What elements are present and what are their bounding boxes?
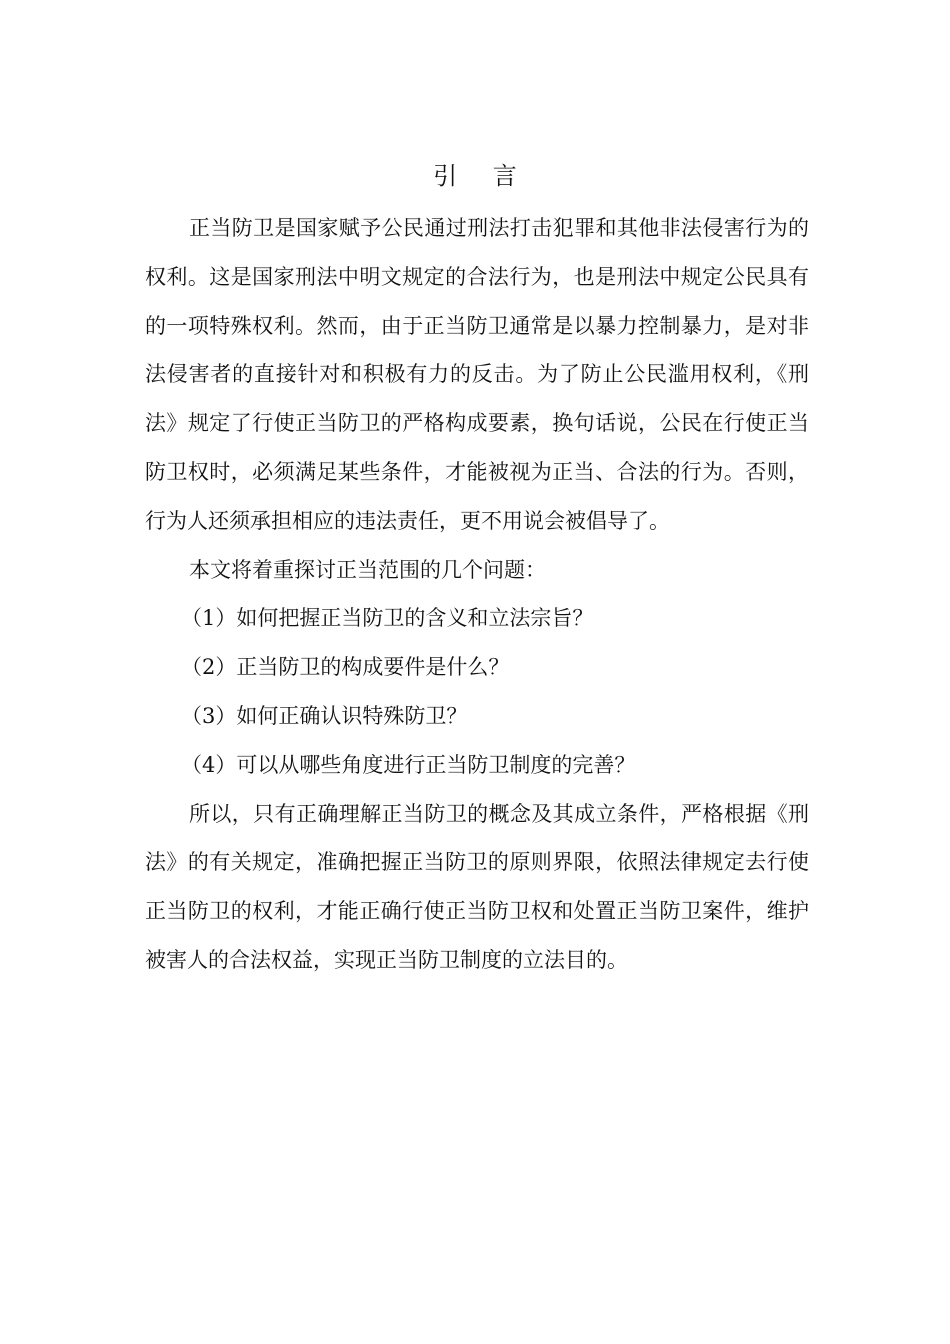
question-item-1: （1）如何把握正当防卫的含义和立法宗旨？ — [181, 606, 594, 631]
question-item-4: （4）可以从哪些角度进行正当防卫制度的完善？ — [181, 752, 636, 777]
intro-paragraph: 正当防卫是国家赋予公民通过刑法打击犯罪和其他非法侵害行为的权利。这是国家刑法中明文规定的合法行为，也是刑法中规定公民具有的一项特殊权利。然而，由于正当防卫通常是以暴力控制暴力，是对非法侵害者的直接针对和积极有力的反击。为了防止公民滥用权利，《刑法》规定了行使正当防卫的严格构成要素，换句话说，公民在行使正当防卫权时，必须满足某些条件，才能被视为正当、合法的行为。否则，行为人还须承担相应的违法责任，更不用说会被倡导了。 — [145, 216, 809, 533]
question-item-3: （3）如何正确认识特殊防卫？ — [181, 703, 468, 728]
conclusion-paragraph: 所以，只有正确理解正当防卫的概念及其成立条件，严格根据《刑法》的有关规定，准确把握正当防卫的原则界限，依照法律规定去行使正当防卫的权利，才能正确行使正当防卫权和处置正当防卫案件，维护被害人的合法权益，实现正当防卫制度的立法目的。 — [145, 801, 809, 972]
question-item-2: （2）正当防卫的构成要件是什么？ — [181, 655, 510, 680]
topic-paragraph: 本文将着重探讨正当范围的几个问题： — [189, 557, 546, 582]
document-title: 引 言 — [433, 162, 531, 190]
document-body — [145, 204, 809, 985]
